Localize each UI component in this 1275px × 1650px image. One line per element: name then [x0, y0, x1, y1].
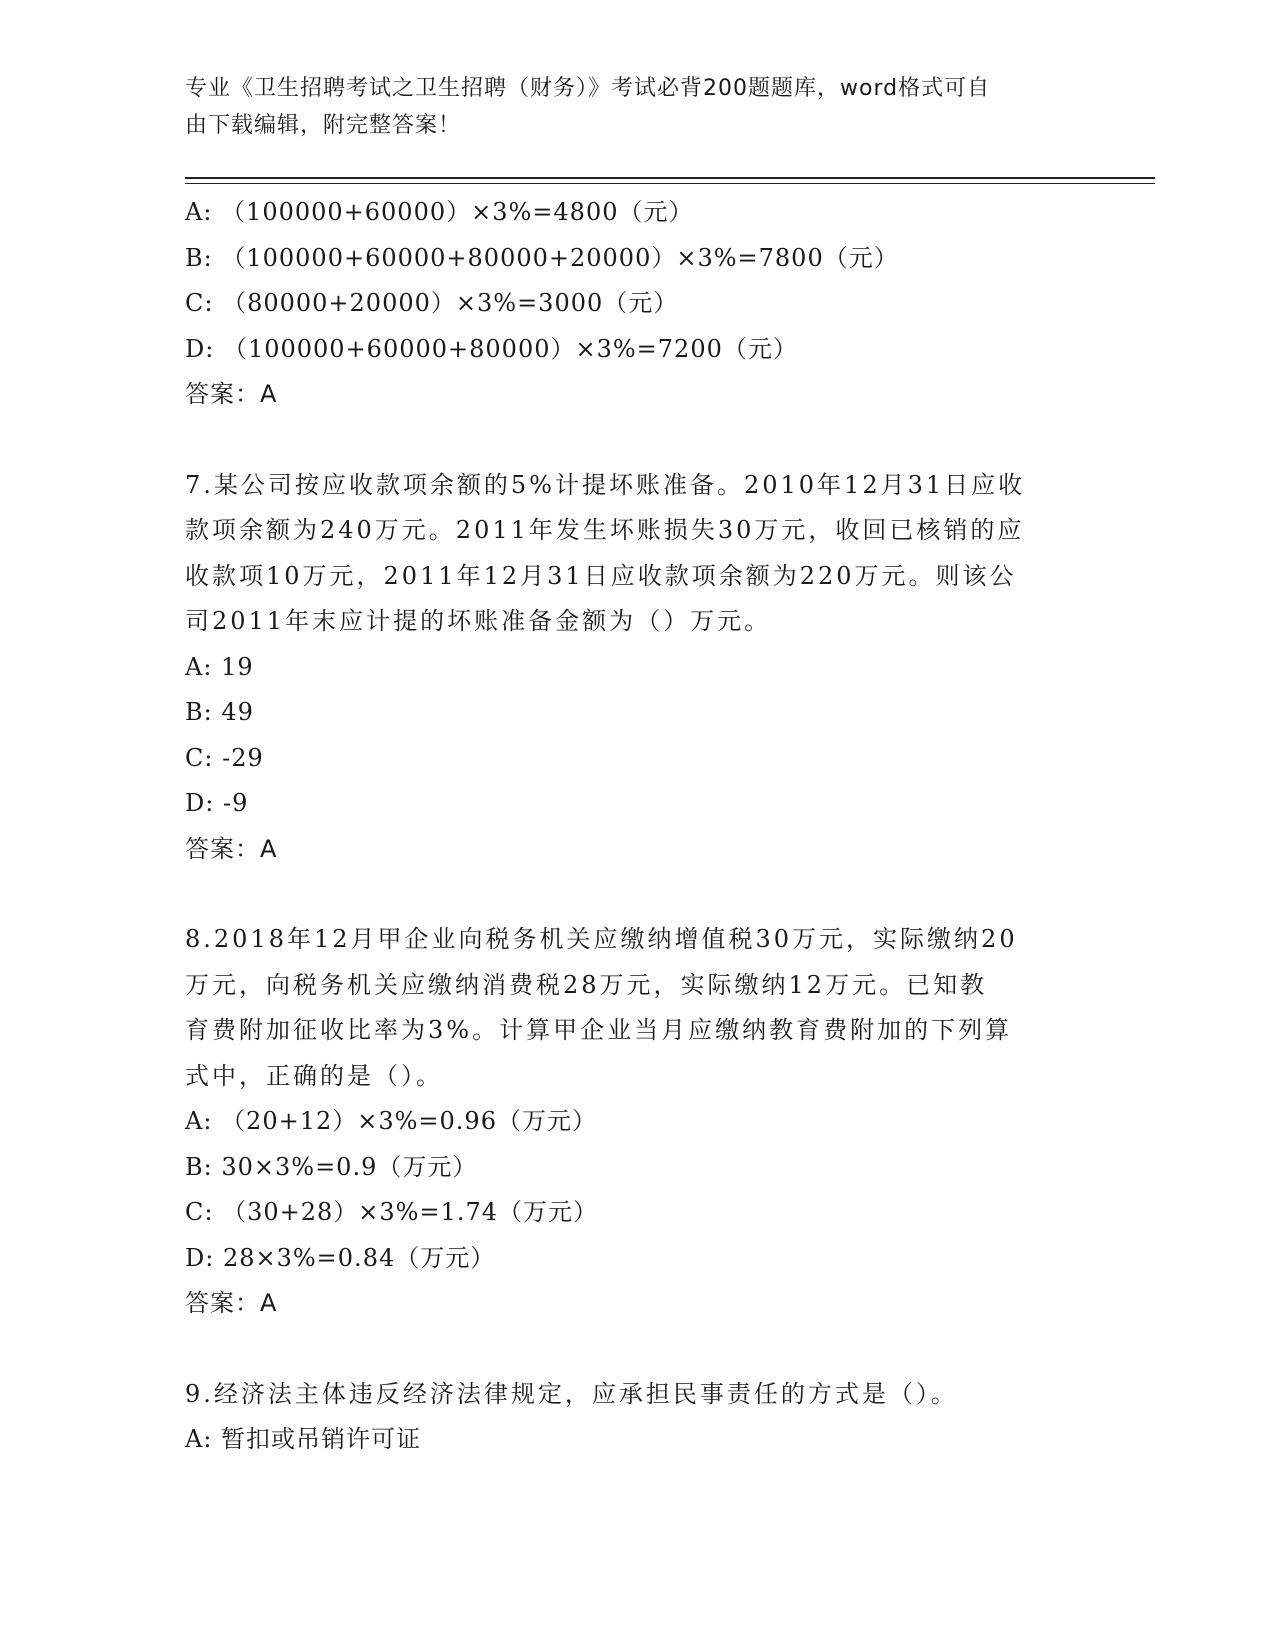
question-spacer	[185, 1327, 1085, 1372]
q7-stem-line-2: 款项余额为240万元。2011年发生坏账损失30万元，收回已核销的应	[185, 516, 1025, 544]
q8-answer: 答案：A	[185, 1289, 278, 1317]
q8-option-d: D: 28×3%=0.84（万元）	[185, 1243, 496, 1272]
q9-stem-line-1: 9.经济法主体违反经济法律规定，应承担民事责任的方式是（）。	[185, 1379, 958, 1408]
q7-stem-line-3: 收款项10万元，2011年12月31日应收款项余额为220万元。则该公	[185, 561, 1017, 590]
header-line-2: 由下载编辑，附完整答案！	[185, 113, 462, 138]
q9-option-a: A: 暂扣或吊销许可证	[185, 1425, 422, 1453]
q6-option-b: B: （100000+60000+80000+20000）×3%=7800（元）	[185, 243, 899, 272]
q8-option-b: B: 30×3%=0.9（万元）	[185, 1152, 478, 1181]
q6-option-d: D: （100000+60000+80000）×3%=7200（元）	[185, 334, 798, 363]
q8-option-a: A: （20+12）×3%=0.96（万元）	[185, 1107, 597, 1135]
document-body	[185, 190, 1085, 1463]
q7-option-c: C: -29	[185, 743, 264, 772]
question-7-block	[185, 463, 1085, 873]
q7-option-d: D: -9	[185, 789, 249, 817]
q7-answer: 答案：A	[185, 834, 278, 863]
question-6-block	[185, 190, 1085, 418]
question-9-block	[185, 1372, 1085, 1463]
header-divider-thin	[185, 183, 1155, 184]
document-header	[185, 70, 1065, 144]
q7-option-a: A: 19	[185, 652, 254, 681]
q7-stem-line-1: 7.某公司按应收款项余额的5%计提坏账准备。2010年12月31日应收	[185, 470, 1026, 499]
q6-option-a: A: （100000+60000）×3%=4800（元）	[185, 198, 694, 226]
question-8-block	[185, 917, 1085, 1327]
question-spacer	[185, 872, 1085, 917]
header-line-1: 专业《卫生招聘考试之卫生招聘（财务）》考试必背200题题库，word格式可自	[185, 76, 991, 101]
q8-stem-line-1: 8.2018年12月甲企业向税务机关应缴纳增值税30万元，实际缴纳20	[185, 925, 1018, 953]
q7-stem-line-4: 司2011年末应计提的坏账准备金额为（）万元。	[185, 607, 772, 635]
question-spacer	[185, 418, 1085, 463]
q8-stem-line-2: 万元，向税务机关应缴纳消费税28万元，实际缴纳12万元。已知教	[185, 970, 988, 999]
q6-option-c: C: （80000+20000）×3%=3000（元）	[185, 289, 679, 317]
header-divider-thick	[185, 177, 1155, 179]
q8-option-c: C: （30+28）×3%=1.74（万元）	[185, 1198, 598, 1226]
q8-stem-line-4: 式中，正确的是（）。	[185, 1061, 443, 1090]
q8-stem-line-3: 育费附加征收比率为3%。计算甲企业当月应缴纳教育费附加的下列算	[185, 1016, 1013, 1044]
q6-answer: 答案：A	[185, 380, 278, 408]
q7-option-b: B: 49	[185, 698, 254, 726]
